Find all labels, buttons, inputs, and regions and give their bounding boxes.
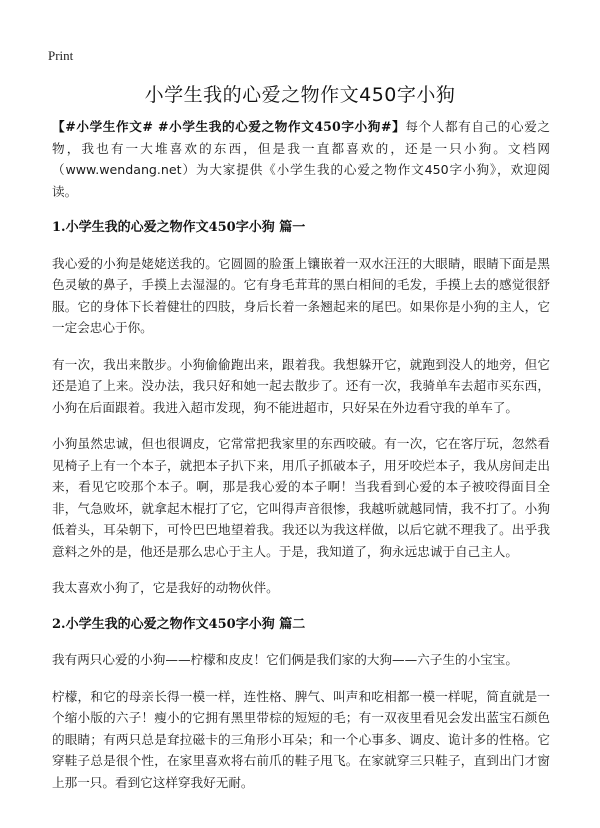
section1-paragraph: 我心爱的小狗是姥姥送我的。它圆圆的脸蛋上镶嵌着一双水汪汪的大眼睛，眼睛下面是黑色灵敏的鼻子，手摸上去湿湿的。它有身毛茸茸的黑白相间的毛发，手摸上去的感觉很舒服。它的身体下长着健壮的四肢，身后长着一条翘起来的尾巴。如果你是小狗的主人，它一定会忠心于你。 <box>52 255 550 335</box>
article-title: 小学生我的心爱之物作文450字小狗 <box>144 84 456 106</box>
section-heading-1: 1.小学生我的心爱之物作文450字小狗 篇一 <box>52 220 306 235</box>
article-body <box>52 116 550 808</box>
section1-paragraph: 小狗虽然忠诚，但也很调皮，它常常把我家里的东西咬破。有一次，它在客厅玩，忽然看见椅子上有一个本子，就把本子扒下来，用爪子抓破本子，用牙咬烂本子，我从房间走出来，看见它咬那个本子。啊，那是我心爱的本子啊！当我看到心爱的本子被咬得面目全非，气急败坏，就拿起木棍打了它，它叫得声音很惨，我越听就越同情，我不打了。小狗低着头，耳朵朝下，可怜巴巴地望着我。我还以为我这样做，以后它就不理我了。出乎我意料之外的是，他还是那么忠心于主人。于是，我知道了，狗永远忠诚于自己主人。 <box>52 436 550 559</box>
section2-paragraph: 柠檬，和它的母亲长得一模一样，连性格、脾气、叫声和吃相都一模一样呢，简直就是一个缩小版的六子！瘦小的它拥有黑里带棕的短短的毛；有一双夜里看见会发出蓝宝石颜色的眼睛；有两只总是耷拉磁卡的三角形小耳朵；和一个心事多、调皮、诡计多的性格。它穿鞋子总是很个性，在家里喜欢将右前爪的鞋子甩飞。在家就穿三只鞋子，直到出门才窗上那一只。看到它这样穿我好无耐。 <box>52 688 550 790</box>
section2-paragraph: 我有两只心爱的小狗——柠檬和皮皮！它们俩是我们家的大狗——六子生的小宝宝。 <box>52 652 518 667</box>
section-heading-2: 2.小学生我的心爱之物作文450字小狗 篇二 <box>52 616 306 632</box>
section1-paragraph: 我太喜欢小狗了，它是我好的动物伙伴。 <box>52 580 279 595</box>
intro-tag: 【#小学生作文# #小学生我的心爱之物作文450字小狗#】 <box>52 119 406 134</box>
intro-text: 每个人都有自己的心爱之物，我也有一大堆喜欢的东西，但是我一直都喜欢的，还是一只小狗。文档网（www.wendang.net）为大家提供《小学生我的心爱之物作文450字小狗》，欢迎阅读。 <box>52 119 551 199</box>
print-label: Print <box>48 48 74 63</box>
section1-paragraph: 有一次，我出来散步。小狗偷偷跑出来，跟着我。我想躲开它，就跑到没人的地旁，但它还是追了上来。没办法，我只好和她一起去散步了。还有一次，我骑单车去超市买东西，小狗在后面跟着。我进入超市发现，狗不能进超市，只好呆在外边看守我的单车了。 <box>52 356 550 415</box>
intro-paragraph <box>52 116 550 202</box>
